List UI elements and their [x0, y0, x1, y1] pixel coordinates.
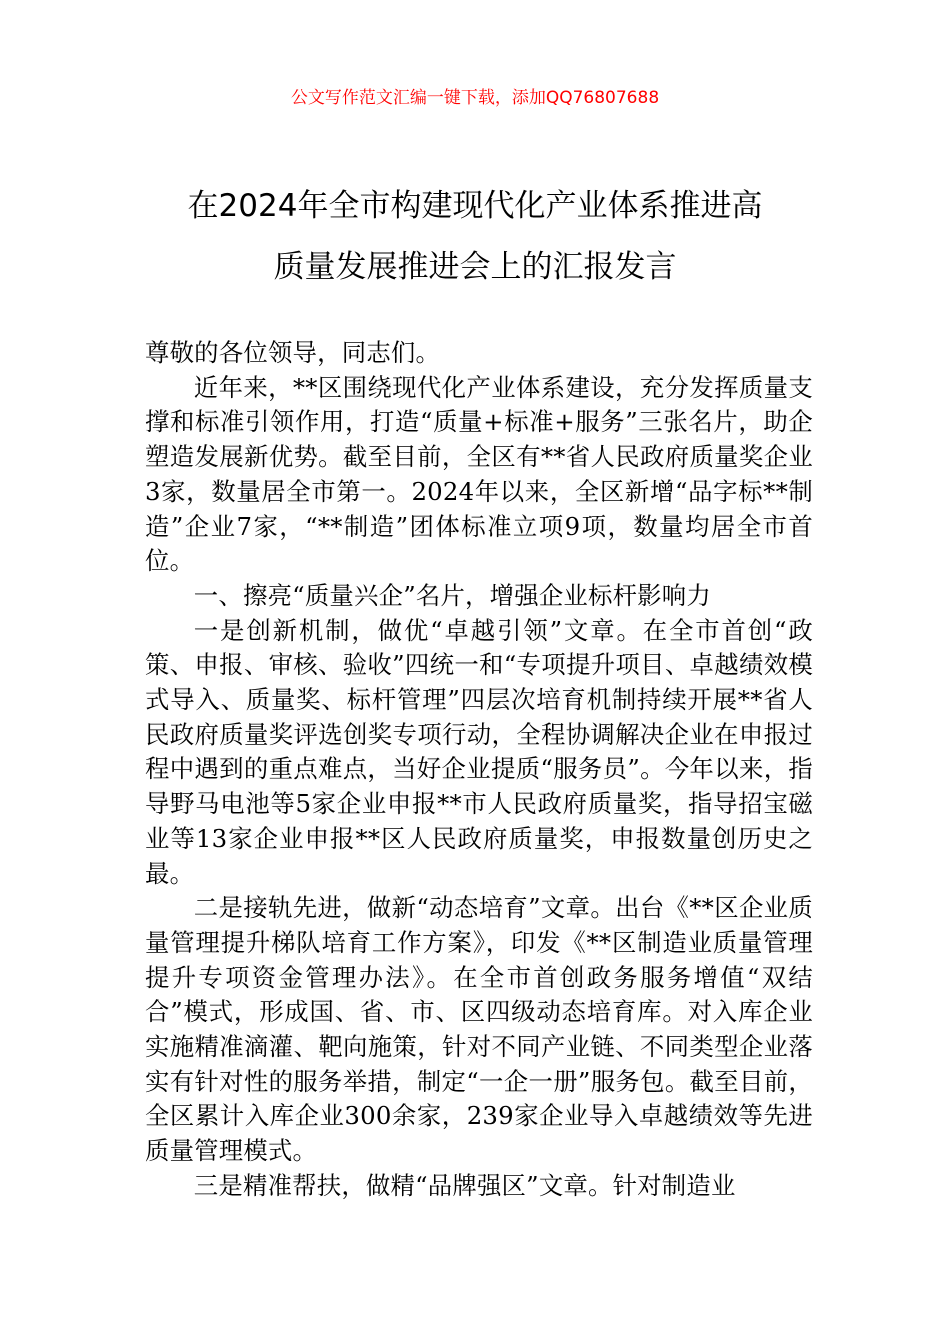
header-banner: 公文写作范文汇编一键下载，添加QQ76807688 — [290, 88, 660, 108]
document-body — [145, 336, 813, 1204]
paragraph-dynamic-cultivation: 二是接轨先进，做新“动态培育”文章。出台《**区企业质量管理提升梯队培育工作方案》，印发《**区制造业质量管理提升专项资金管理办法》。在全市首创政务服务增值“双结合”模式，形成国、省、市、区四级动态培育库。对入库企业实施精准滴灌、靶向施策，针对不同产业链、不同类型企业落实有针对性的服务举措，制定“一企一册”服务包。截至目前，全区累计入库企业300余家，239家企业导入卓越绩效等先进质量管理模式。 — [145, 893, 813, 1166]
section-heading-1: 一、擦亮“质量兴企”名片，增强企业标杆影响力 — [193, 580, 711, 610]
paragraph-innovation-mechanism: 一是创新机制，做优“卓越引领”文章。在全市首创“政策、申报、审核、验收”四统一和“专项提升项目、卓越绩效模式导入、质量奖、标杆管理”四层次培育机制持续开展**省人民政府质量奖评选创奖专项行动，全程协调解决企业在申报过程中遇到的重点难点，当好企业提质“服务员”。今年以来，指导野马电池等5家企业申报**市人民政府质量奖，指导招宝磁业等13家企业申报**区人民政府质量奖，申报数量创历史之最。 — [145, 615, 813, 888]
intro-paragraph: 近年来，**区围绕现代化产业体系建设，充分发挥质量支撑和标准引领作用，打造“质量+标准+服务”三张名片，助企塑造发展新优势。截至目前，全区有**省人民政府质量奖企业3家，数量居全市第一。2024年以来，全区新增“品字标**制造”企业7家，“**制造”团体标准立项9项，数量均居全市首位。 — [145, 372, 813, 576]
salutation: 尊敬的各位领导，同志们。 — [145, 338, 441, 367]
document-title — [100, 176, 850, 298]
paragraph-precise-assistance: 三是精准帮扶，做精“品牌强区”文章。针对制造业 — [193, 1170, 736, 1200]
title-line-2: 质量发展推进会上的汇报发言 — [273, 249, 677, 285]
title-line-1: 在2024年全市构建现代化产业体系推进高 — [187, 188, 763, 224]
